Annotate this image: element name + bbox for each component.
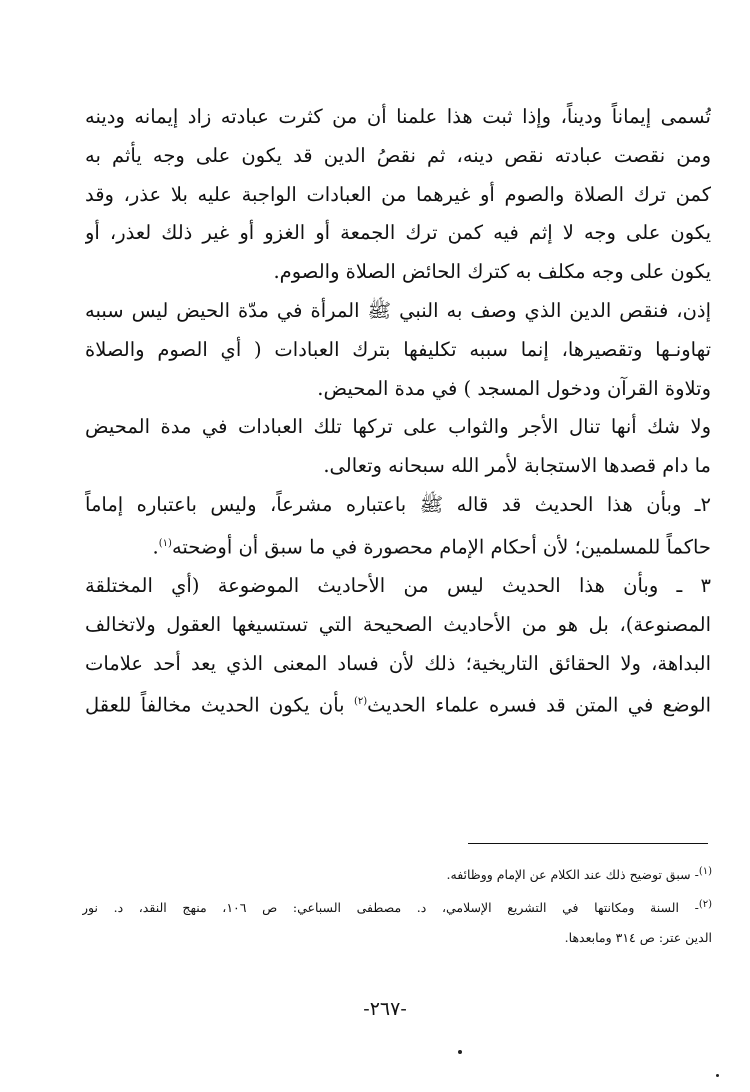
paragraph-5: [85, 567, 711, 726]
footnote-2: [82, 890, 712, 953]
text-line: المصنوعة)، بل هو من الأحاديث الصحيحة التي تستسيغها العقول ولاتخالف: [85, 612, 711, 636]
text-line: ولا شك أنها تنال الأجر والثواب على تركها تلك العبادات في مدة المحيض: [85, 415, 711, 439]
text-line: يكون على وجه مكلف به كترك الحائض الصلاة والصوم.: [273, 260, 711, 284]
scan-speck: [458, 1050, 462, 1054]
footnote-line: [82, 890, 712, 923]
text-line: ومن نقصت عبادته نقص دينه، ثم نقصُ الدين قد يكون على وجه يأثم به: [85, 143, 711, 167]
text-line: ٢ـ وبأن هذا الحديث قد قاله ﷺ باعتباره مشرعاً، وليس باعتباره إماماً: [85, 492, 711, 516]
footnote-line: الدين عتر: ص ٣١٤ ومابعدها.: [564, 930, 712, 946]
scan-speck: [716, 1074, 719, 1077]
text-line: البداهة، ولا الحقائق التاريخية؛ ذلك لأن فساد المعنى الذي يعد أحد علامات: [85, 651, 711, 675]
text-segment: بأن يكون الحديث مخالفاً للعقل: [85, 693, 354, 717]
text-line: وتلاوة القرآن ودخول المسجد ) في مدة المحيض.: [317, 376, 711, 400]
footnote-text: - سبق توضيح ذلك عند الكلام عن الإمام ووظائفه.: [446, 867, 699, 883]
paragraph-1: [85, 98, 711, 292]
text-line: [85, 683, 711, 725]
footnote-marker: (١): [698, 866, 712, 877]
paragraph-4: [85, 486, 711, 567]
text-line: تُسمى إيماناً وديناً، وإذا ثبت هذا علمنا أن من كثرت عبادته زاد إيمانه ودينه: [85, 105, 711, 128]
footnotes: [82, 857, 712, 953]
text-segment: .: [152, 535, 159, 559]
paragraph-3: [85, 408, 711, 486]
footnote-separator: [468, 843, 708, 844]
text-line: ٣ ـ وبأن هذا الحديث ليس من الأحاديث الموضوعة (أي المختلقة: [85, 574, 711, 598]
footnote-text: - السنة ومكانتها في التشريع الإسلامي، د. مصطفى السباعي: ص ١٠٦، منهج النقد، د. نور: [82, 900, 699, 916]
page-number: -٢٦٧-: [363, 998, 407, 1020]
text-line: تهاونـها وتقصيرها، إنما سببه تكليفها بترك العبادات ( أي الصوم والصلاة: [85, 337, 711, 361]
text-line: [85, 525, 711, 567]
footnote-reference: (١): [158, 537, 172, 549]
body-text: [85, 98, 711, 726]
text-segment: حاكماً للمسلمين؛ لأن أحكام الإمام محصورة في ما سبق أن أوضحته: [171, 535, 711, 559]
footnote-line: [82, 857, 712, 890]
footnote-1: [82, 857, 712, 890]
footnote-marker: (٢): [698, 899, 712, 911]
text-line: يكون على وجه لا إثم فيه كمن ترك الجمعة أو الغزو أو غير ذلك لعذر، أو: [85, 221, 711, 245]
text-line: إذن، فنقص الدين الذي وصف به النبي ﷺ المرأة في مدّة الحيض ليس سببه: [85, 298, 711, 322]
text-line: كمن ترك الصلاة والصوم أو غيرهما من العبادات الواجبة عليه بلا عذر، وقد: [85, 182, 711, 206]
paragraph-2: [85, 292, 711, 408]
text-segment: الوضع في المتن قد فسره علماء الحديث: [367, 693, 711, 717]
footnote-reference: (٢): [353, 696, 368, 708]
text-line: ما دام قصدها الاستجابة لأمر الله سبحانه وتعالى.: [323, 454, 711, 478]
